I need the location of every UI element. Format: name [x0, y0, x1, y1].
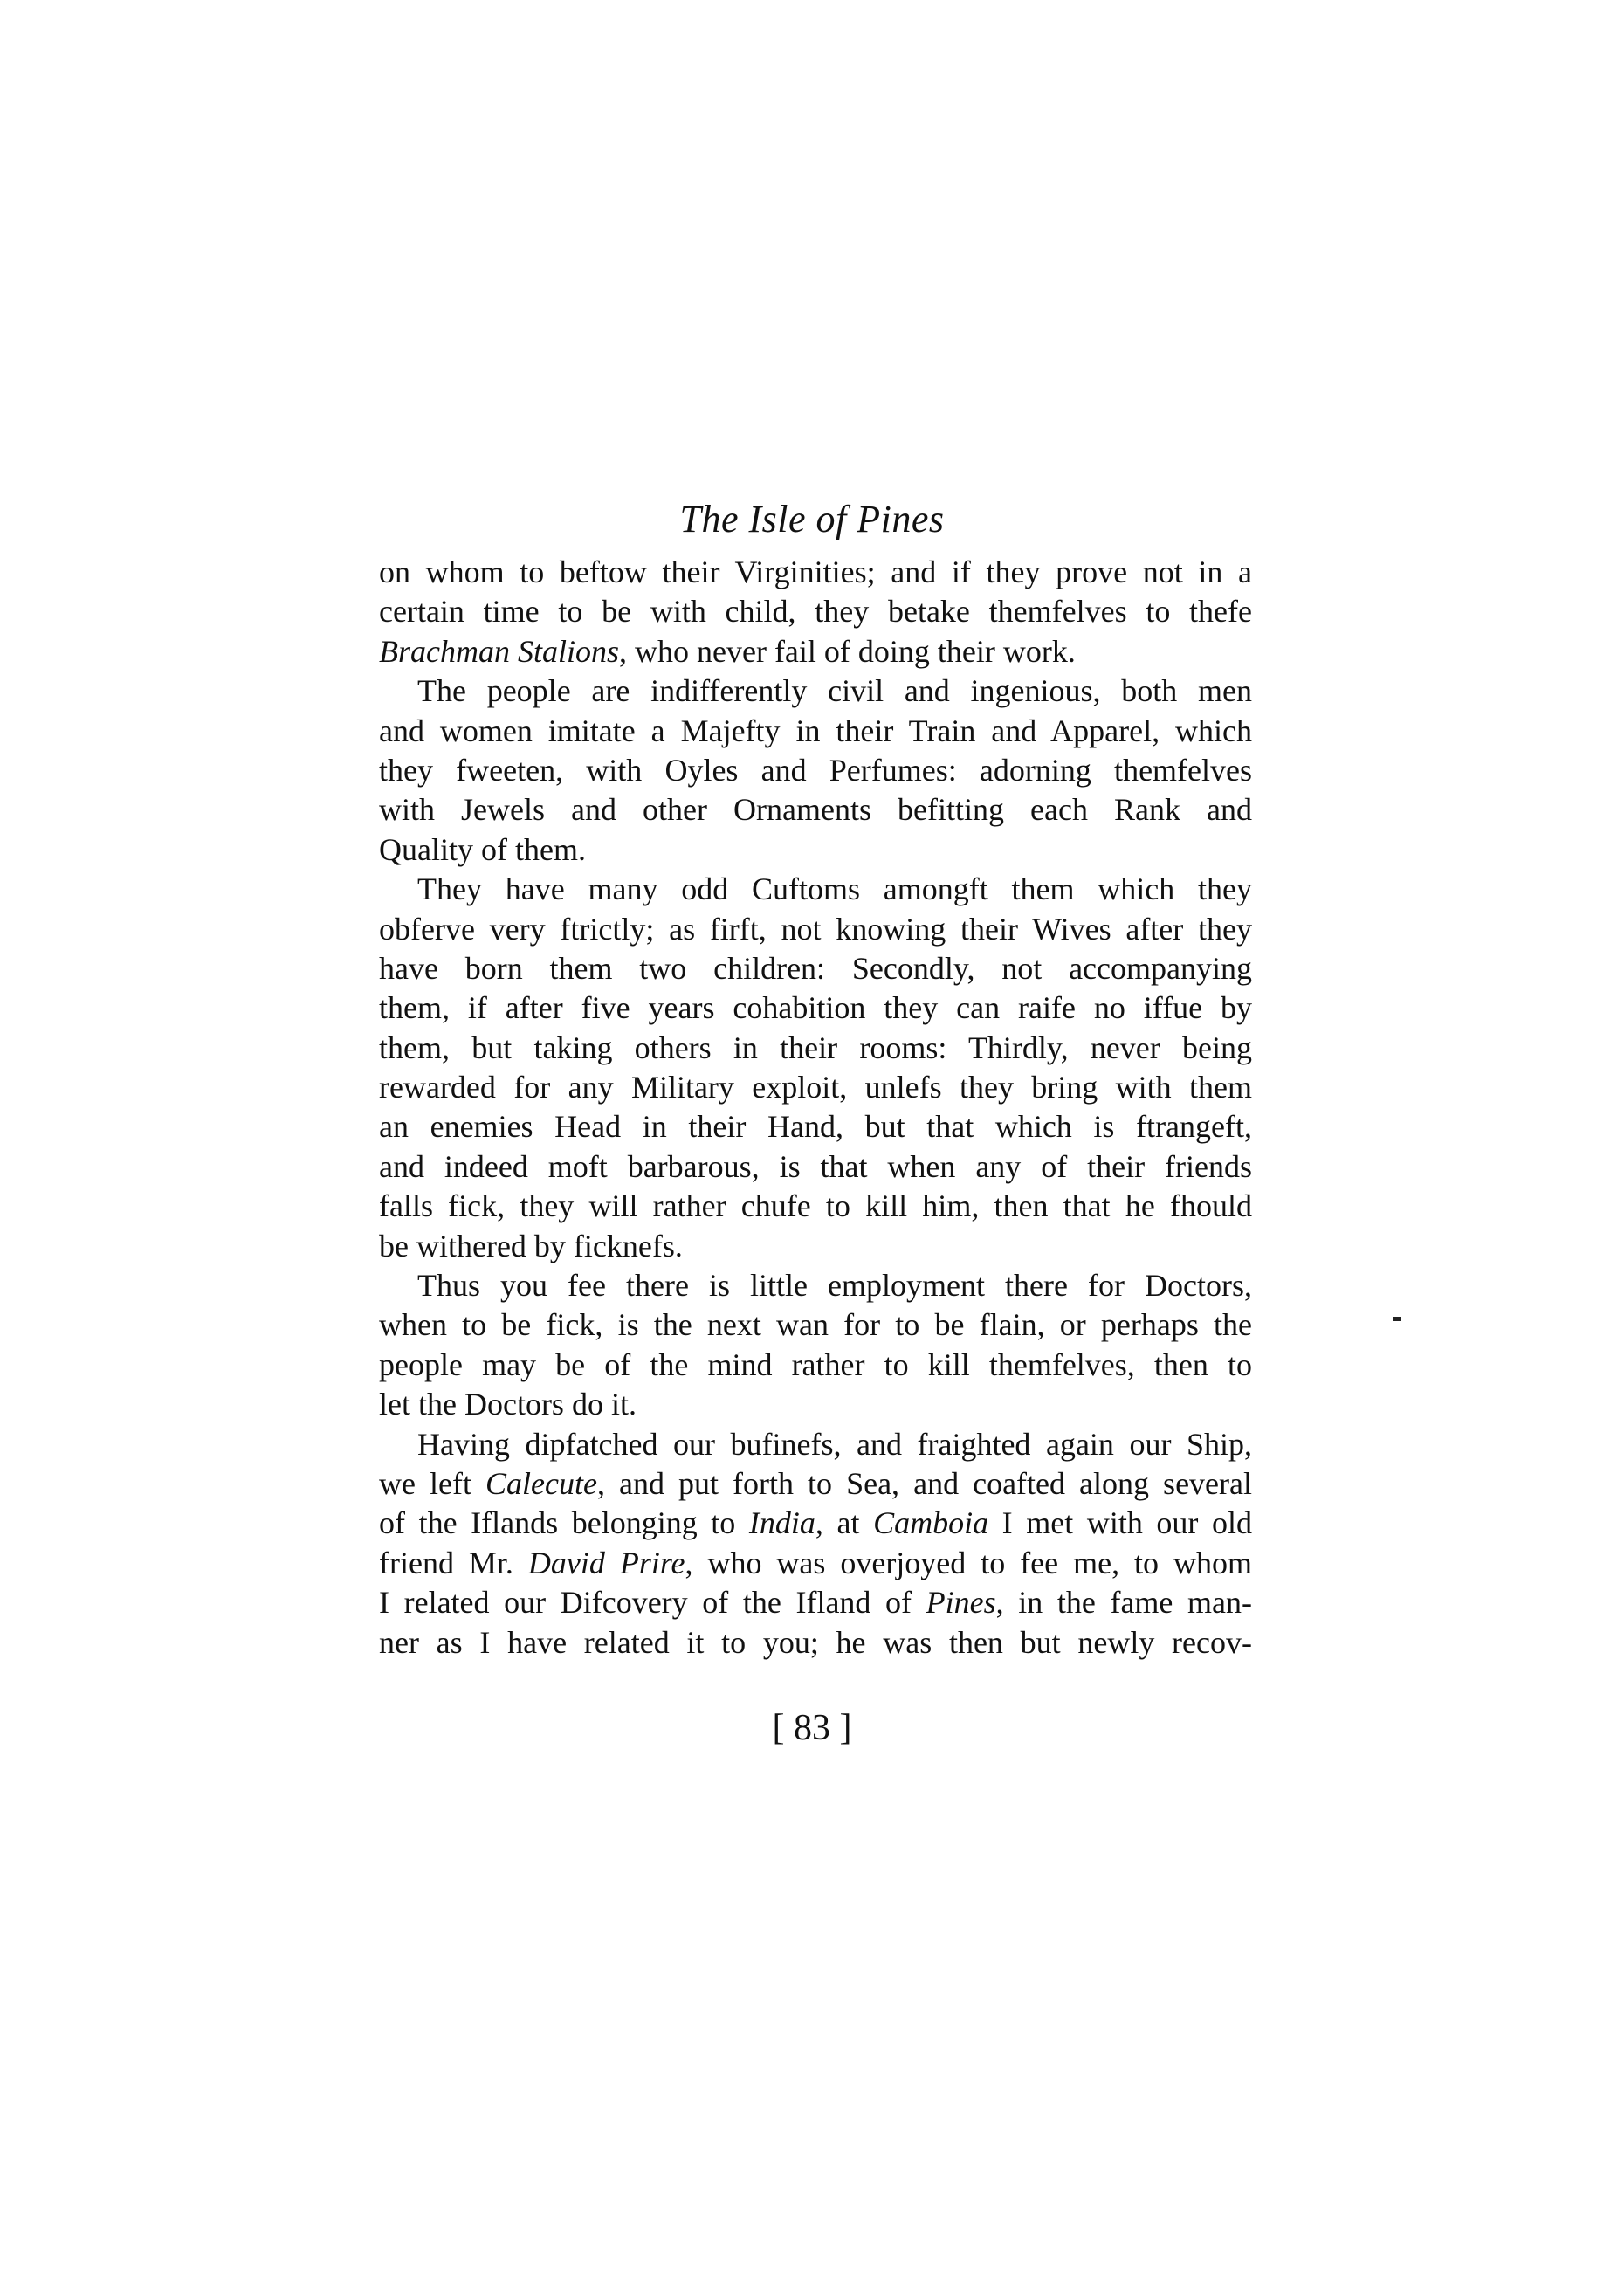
italic-phrase: Pines — [926, 1585, 996, 1621]
text-line — [379, 632, 1252, 671]
italic-phrase: India — [748, 1505, 815, 1541]
text-line: be withered by ficknefs. — [379, 1228, 683, 1263]
text-line: ner as I have related it to you; he was then but newly recov- — [379, 1624, 1252, 1660]
text-line — [379, 1583, 1252, 1622]
text-line — [379, 1504, 1252, 1543]
text-line: they fweeten, with Oyles and Perfumes: adorning themfelves — [379, 752, 1252, 788]
page-number: [ 83 ] — [772, 1708, 852, 1748]
text-run: , and put forth to Sea, and coafted along several — [596, 1465, 1252, 1501]
text-line: The people are indifferently civil and ingenious, both men — [417, 673, 1252, 709]
text-line: let the Doctors do it. — [379, 1387, 637, 1422]
text-line: They have many odd Cuftoms amongft them which they — [417, 871, 1252, 907]
text-line — [379, 1464, 1252, 1504]
text-line: certain time to be with child, they betake themfelves to thefe — [379, 594, 1252, 630]
text-line: Thus you fee there is little employment there for Doctors, — [417, 1268, 1252, 1304]
italic-phrase: Calecute — [485, 1465, 597, 1501]
text-line: falls fick, they will rather chufe to kill him, then that he fhould — [379, 1188, 1252, 1224]
text-line — [379, 1544, 1252, 1583]
text-run: of the Iflands belonging to — [379, 1505, 749, 1541]
body-text — [379, 553, 1252, 1663]
italic-phrase: Brachman Stalions — [379, 633, 619, 669]
text-run: , who never fail of doing their work. — [619, 633, 1076, 669]
running-head: The Isle of Pines — [679, 498, 945, 540]
text-run: I related our Difcovery of the Ifland of — [379, 1585, 926, 1621]
text-run: , in the fame man- — [995, 1585, 1252, 1621]
text-line: and indeed moft barbarous, is that when any of their friends — [379, 1148, 1252, 1184]
text-line: have born them two children: Secondly, not accompanying — [379, 950, 1252, 986]
text-run: , who was overjoyed to fee me, to whom — [685, 1545, 1252, 1580]
italic-phrase: David Prire — [527, 1545, 685, 1580]
text-line: people may be of the mind rather to kill themfelves, then to — [379, 1346, 1252, 1382]
text-line: Having dipfatched our bufinefs, and fraighted again our Ship, — [417, 1426, 1252, 1462]
italic-phrase: Camboia — [873, 1505, 989, 1541]
text-line: when to be fick, is the next wan for to be flain, or perhaps the — [379, 1307, 1252, 1343]
text-run: friend Mr. — [379, 1545, 528, 1580]
text-run: I met with our old — [988, 1505, 1252, 1541]
text-line: and women imitate a Majefty in their Train and Apparel, which — [379, 713, 1252, 748]
text-line: them, but taking others in their rooms: Thirdly, never being — [379, 1029, 1252, 1065]
text-line: an enemies Head in their Hand, but that which is ftrangeft, — [379, 1109, 1252, 1145]
text-line: Quality of them. — [379, 831, 586, 867]
text-line: rewarded for any Military exploit, unlefs they bring with them — [379, 1070, 1252, 1105]
text-line: them, if after five years cohabition they can raife no iffue by — [379, 990, 1252, 1026]
text-run: , at — [815, 1505, 874, 1541]
text-line: with Jewels and other Ornaments befitting each Rank and — [379, 792, 1252, 828]
text-line: obferve very ftrictly; as firft, not knowing their Wives after they — [379, 911, 1252, 947]
margin-mark — [1393, 1317, 1401, 1321]
text-run: we left — [379, 1465, 486, 1501]
text-line: on whom to beftow their Virginities; and if they prove not in a — [379, 554, 1252, 589]
